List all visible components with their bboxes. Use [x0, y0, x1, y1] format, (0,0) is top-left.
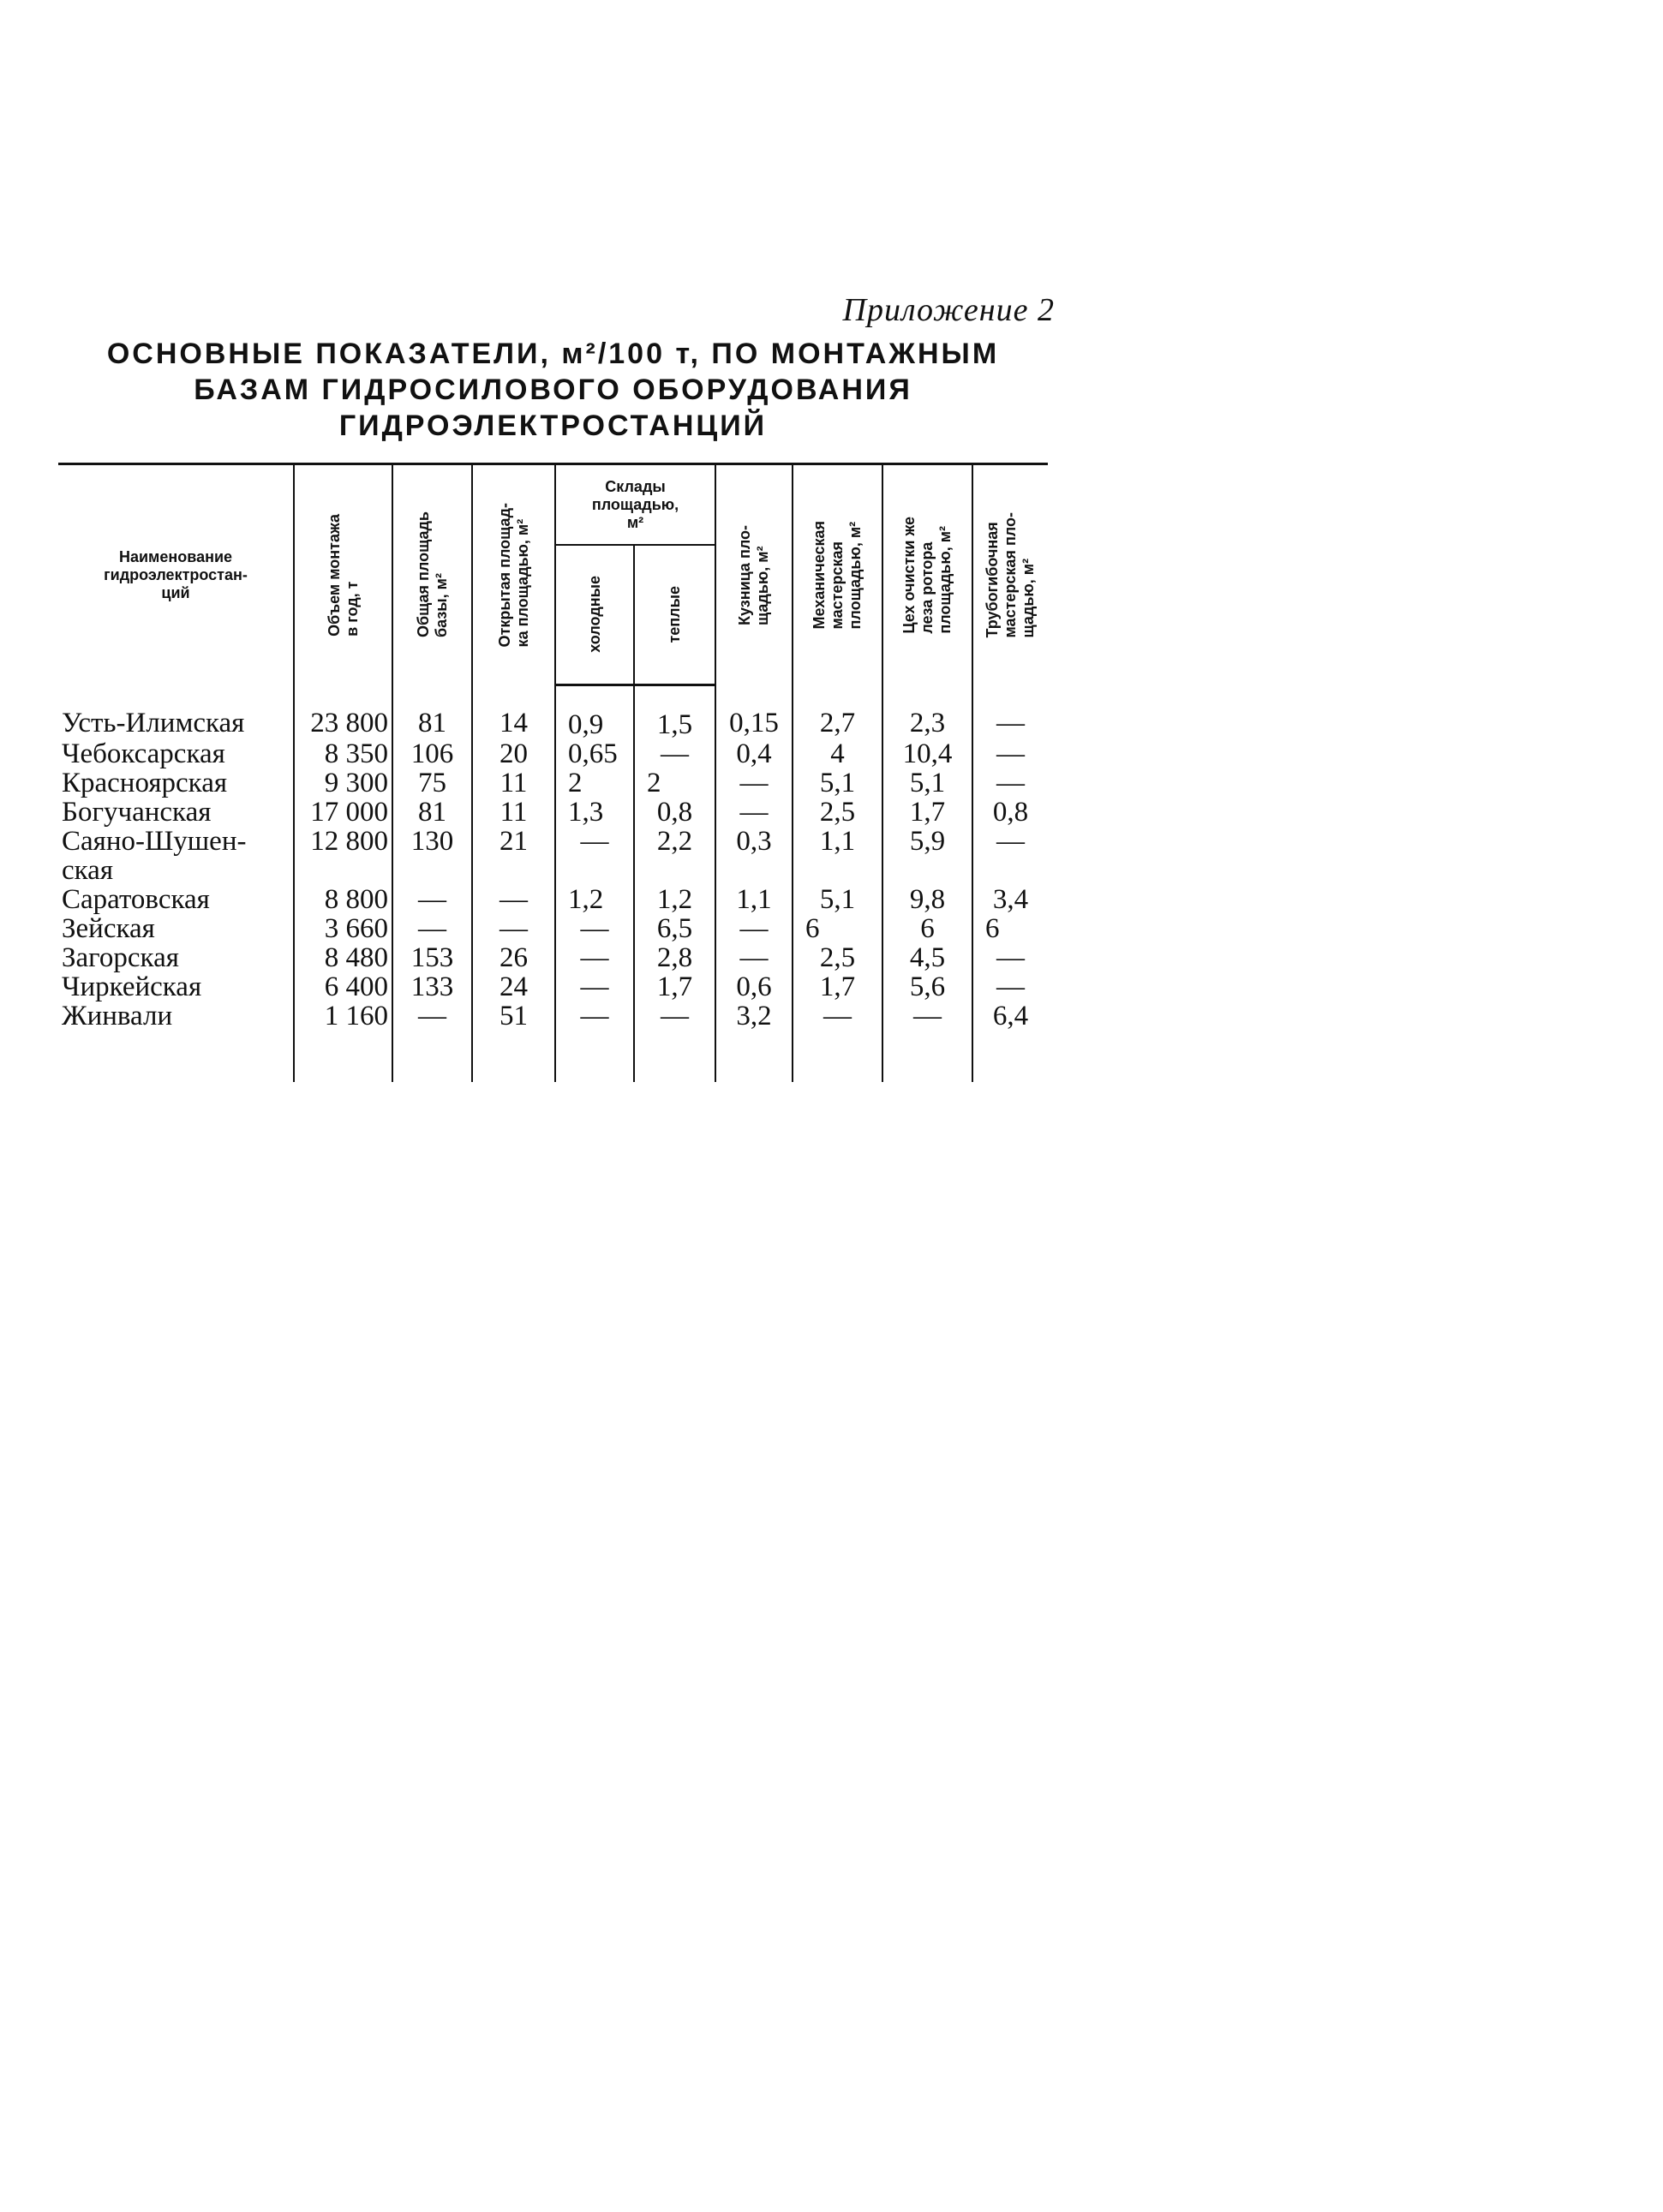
cell-pipe: — — [972, 685, 1048, 739]
cell-warm: 6,5 — [634, 914, 715, 943]
cell-cold: — — [555, 972, 634, 1001]
cell-warm: 0,8 — [634, 798, 715, 827]
cell-pipe: — — [972, 827, 1048, 885]
cell-rotor: 4,5 — [882, 943, 972, 972]
cell-mech: 2,5 — [793, 798, 882, 827]
cell-cold: — — [555, 943, 634, 972]
cell-total-area: 75 — [392, 768, 472, 798]
table-row — [58, 972, 1048, 1001]
cell-cold: — — [555, 1001, 634, 1031]
filler-cell — [634, 1031, 715, 1082]
cell-total-area: — — [392, 1001, 472, 1031]
cell-total-area: — — [392, 914, 472, 943]
cell-volume: 3 660 — [294, 914, 392, 943]
station-name: Жинвали — [62, 1000, 173, 1031]
cell-total-area: 130 — [392, 827, 472, 885]
filler-cell — [294, 1031, 392, 1082]
cell-cold: — — [555, 914, 634, 943]
cell-pipe: — — [972, 972, 1048, 1001]
filler-cell — [715, 1031, 793, 1082]
cell-forge: — — [715, 914, 793, 943]
cell-rotor: 5,9 — [882, 827, 972, 885]
cell-total-area: 133 — [392, 972, 472, 1001]
table-header — [58, 464, 1048, 685]
cell-mech: — — [793, 1001, 882, 1031]
cell-rotor: 9,8 — [882, 885, 972, 914]
cell-warm: 1,5 — [634, 685, 715, 739]
cell-forge: 0,15 — [715, 685, 793, 739]
cell-volume: 6 400 — [294, 972, 392, 1001]
cell-cold: 2 — [555, 768, 634, 798]
cell-forge: 0,3 — [715, 827, 793, 885]
header-mech-workshop: Механическая мастерская площадью, м² — [793, 464, 882, 685]
cell-pipe: 3,4 — [972, 885, 1048, 914]
cell-volume: 17 000 — [294, 798, 392, 827]
filler-cell — [472, 1031, 555, 1082]
title-line: БАЗАМ ГИДРОСИЛОВОГО ОБОРУДОВАНИЯ — [194, 374, 912, 406]
cell-forge: 0,4 — [715, 739, 793, 768]
cell-total-area: 81 — [392, 685, 472, 739]
station-name: Красноярская — [62, 767, 228, 798]
cell-warm: 1,7 — [634, 972, 715, 1001]
cell-open-area: 20 — [472, 739, 555, 768]
header-total-area: Общая площадь базы, м² — [392, 464, 472, 685]
cell-pipe: — — [972, 943, 1048, 972]
cell-cold: 1,3 — [555, 798, 634, 827]
cell-warm: — — [634, 1001, 715, 1031]
title-line: ОСНОВНЫЕ ПОКАЗАТЕЛИ, м²/100 т, ПО МОНТАЖНЫМ — [106, 338, 1000, 370]
station-name: Саяно-Шушен-ская — [62, 825, 247, 886]
cell-volume: 12 800 — [294, 827, 392, 885]
cell-forge: 3,2 — [715, 1001, 793, 1031]
cell-open-area: 11 — [472, 768, 555, 798]
header-station-name: Наименование гидроэлектростан- ций — [58, 464, 294, 685]
cell-volume: 1 160 — [294, 1001, 392, 1031]
cell-rotor: 10,4 — [882, 739, 972, 768]
header-warm: теплые — [634, 545, 715, 685]
cell-volume: 8 350 — [294, 739, 392, 768]
cell-pipe: 6 — [972, 914, 1048, 943]
station-name: Чиркейская — [62, 971, 202, 1002]
cell-cold: 0,65 — [555, 739, 634, 768]
station-name: Чебоксарская — [62, 738, 225, 769]
table-row — [58, 1001, 1048, 1031]
filler-cell — [392, 1031, 472, 1082]
cell-mech: 5,1 — [793, 885, 882, 914]
indicators-table — [58, 463, 1048, 1082]
cell-pipe: — — [972, 739, 1048, 768]
cell-open-area: — — [472, 885, 555, 914]
cell-total-area: 153 — [392, 943, 472, 972]
cell-total-area: 81 — [392, 798, 472, 827]
station-name: Усть-Илимская — [62, 708, 245, 738]
cell-open-area: 26 — [472, 943, 555, 972]
cell-cold: 1,2 — [555, 885, 634, 914]
cell-open-area: 51 — [472, 1001, 555, 1031]
table-row — [58, 685, 1048, 739]
cell-forge: 0,6 — [715, 972, 793, 1001]
header-forge: Кузница пло- щадью, м² — [715, 464, 793, 685]
cell-rotor: 2,3 — [882, 685, 972, 739]
cell-mech: 5,1 — [793, 768, 882, 798]
header-rotor-shop: Цех очистки же леза ротора площадью, м² — [882, 464, 972, 685]
cell-forge: — — [715, 768, 793, 798]
cell-mech: 1,1 — [793, 827, 882, 885]
filler-cell — [58, 1031, 294, 1082]
station-name: Зейская — [62, 912, 155, 944]
table-row — [58, 827, 1048, 885]
cell-warm: 1,2 — [634, 885, 715, 914]
cell-pipe: 6,4 — [972, 1001, 1048, 1031]
table-row — [58, 914, 1048, 943]
cell-rotor: 5,6 — [882, 972, 972, 1001]
cell-volume: 9 300 — [294, 768, 392, 798]
cell-rotor: 6 — [882, 914, 972, 943]
cell-mech: 4 — [793, 739, 882, 768]
cell-open-area: 24 — [472, 972, 555, 1001]
cell-rotor: — — [882, 1001, 972, 1031]
filler-cell — [972, 1031, 1048, 1082]
document-title — [58, 336, 1048, 444]
cell-warm: 2,8 — [634, 943, 715, 972]
cell-mech: 1,7 — [793, 972, 882, 1001]
cell-mech: 6 — [793, 914, 882, 943]
table-row — [58, 739, 1048, 768]
cell-forge: — — [715, 798, 793, 827]
appendix-label: Приложение 2 — [842, 292, 1055, 328]
indicators-table-container — [58, 463, 1048, 1101]
cell-open-area: — — [472, 914, 555, 943]
cell-cold: — — [555, 827, 634, 885]
cell-rotor: 5,1 — [882, 768, 972, 798]
header-open-area: Открытая площад- ка площадью, м² — [472, 464, 555, 685]
header-warehouses: Склады площадью, м² — [555, 464, 715, 546]
cell-pipe: 0,8 — [972, 798, 1048, 827]
cell-warm: 2,2 — [634, 827, 715, 885]
cell-open-area: 11 — [472, 798, 555, 827]
cell-pipe: — — [972, 768, 1048, 798]
cell-warm: — — [634, 739, 715, 768]
cell-forge: 1,1 — [715, 885, 793, 914]
cell-mech: 2,5 — [793, 943, 882, 972]
cell-cold: 0,9 — [555, 685, 634, 739]
table-row — [58, 798, 1048, 827]
cell-volume: 23 800 — [294, 685, 392, 739]
table-filler-row — [58, 1031, 1048, 1082]
cell-open-area: 21 — [472, 827, 555, 885]
cell-forge: — — [715, 943, 793, 972]
cell-total-area: — — [392, 885, 472, 914]
cell-volume: 8 800 — [294, 885, 392, 914]
cell-open-area: 14 — [472, 685, 555, 739]
station-name: Саратовская — [62, 883, 210, 915]
table-row — [58, 943, 1048, 972]
table-row — [58, 885, 1048, 914]
header-pipe-workshop: Трубогибочная мастерская пло- щадью, м² — [972, 464, 1048, 685]
filler-cell — [793, 1031, 882, 1082]
cell-volume: 8 480 — [294, 943, 392, 972]
cell-warm: 2 — [634, 768, 715, 798]
table-body — [58, 685, 1048, 1082]
cell-mech: 2,7 — [793, 685, 882, 739]
filler-cell — [555, 1031, 634, 1082]
station-name: Богучанская — [62, 796, 212, 828]
title-line: ГИДРОЭЛЕКТРОСТАНЦИЙ — [338, 410, 768, 442]
filler-cell — [882, 1031, 972, 1082]
cell-rotor: 1,7 — [882, 798, 972, 827]
table-row — [58, 768, 1048, 798]
header-cold: холодные — [555, 545, 634, 685]
header-volume: Объем монтажа в год, т — [294, 464, 392, 685]
cell-total-area: 106 — [392, 739, 472, 768]
station-name: Загорская — [62, 942, 179, 973]
